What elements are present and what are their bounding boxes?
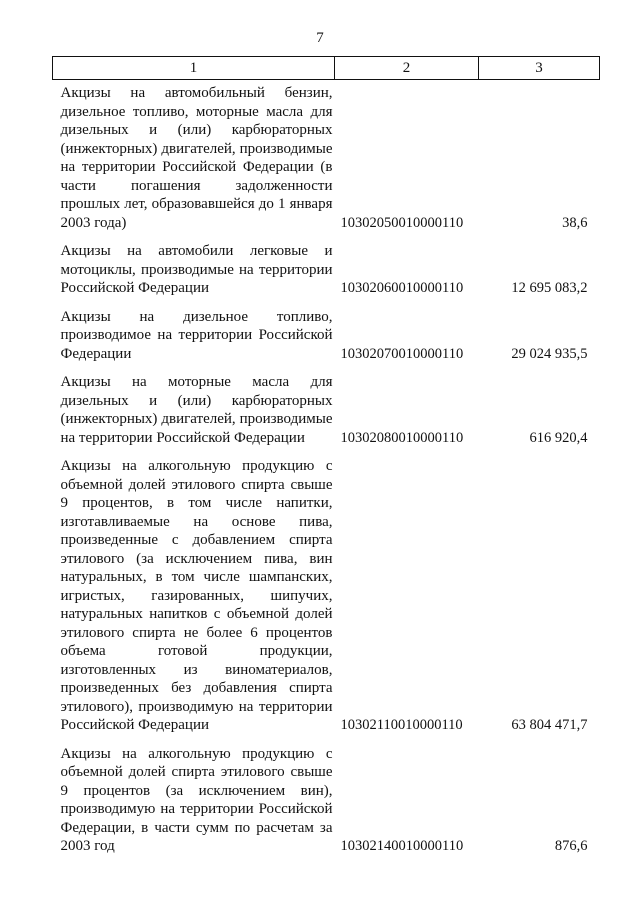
row-description: Акцизы на алкогольную продукцию с объемной долей спирта этилового свыше 9 процентов (за исключением вин), производимую на территории Российской Федерации, в части сумм по расчетам за 2003 год (60, 745, 333, 854)
row-amount: 12 695 083,2 (511, 280, 588, 296)
row-description: Акцизы на автомобили легковые и мотоциклы, производимые на территории Российской Федерации (60, 243, 333, 296)
table-row (53, 741, 600, 862)
row-description: Акцизы на дизельное топливо, производимое на территории Российской Федерации (60, 308, 333, 362)
budget-revenue-table (52, 56, 600, 862)
row-code: 10302140010000110 (340, 838, 464, 854)
row-amount: 876,6 (554, 838, 588, 854)
row-description: Акцизы на моторные масла для дизельных и (или) карбюраторных (инжекторных) двигателей, производимые на территории Российской Федерации (60, 374, 333, 446)
row-amount: 29 024 935,5 (511, 345, 588, 362)
table-row (53, 453, 600, 741)
page-number: 7 (316, 30, 324, 46)
row-code: 10302080010000110 (340, 429, 464, 446)
row-description: Акцизы на алкогольную продукцию с объемной долей этилового спирта свыше 9 процентов, в том числе напитки, изготавливаемые на основе пива, произведенные с добавлением спирта этилового (за исключением пива, вин натуральных, в том числе шампанских, игристых, газированных, шипучих, натуральных напитков с объемной долей этилового спирта не более 6 процентов объема готовой продукции, изготовленных из виноматериалов, произведенных без добавления спирта этилового), производимую на территории Российской Федерации (60, 458, 333, 733)
column-header-amount: 3 (479, 57, 600, 80)
table-header-row (53, 57, 600, 80)
row-description: Акцизы на автомобильный бензин, дизельное топливо, моторные масла для дизельных и (или) карбюраторных (инжекторных) двигателей, производимые на территории Российской Федерации (в части погашения задолженности прошлых лет, образовавшейся до 1 января 2003 года) (60, 85, 333, 231)
row-amount: 38,6 (562, 214, 588, 231)
row-amount: 63 804 471,7 (511, 717, 588, 733)
table-row (53, 238, 600, 304)
table-row (53, 369, 600, 453)
table-row (53, 304, 600, 370)
row-code: 10302050010000110 (340, 214, 464, 231)
row-amount: 616 920,4 (529, 429, 588, 446)
column-header-description: 1 (53, 57, 335, 80)
row-code: 10302070010000110 (340, 345, 464, 362)
column-header-code: 2 (335, 57, 479, 80)
table-row (53, 80, 600, 239)
row-code: 10302110010000110 (340, 717, 463, 733)
row-code: 10302060010000110 (340, 280, 464, 296)
